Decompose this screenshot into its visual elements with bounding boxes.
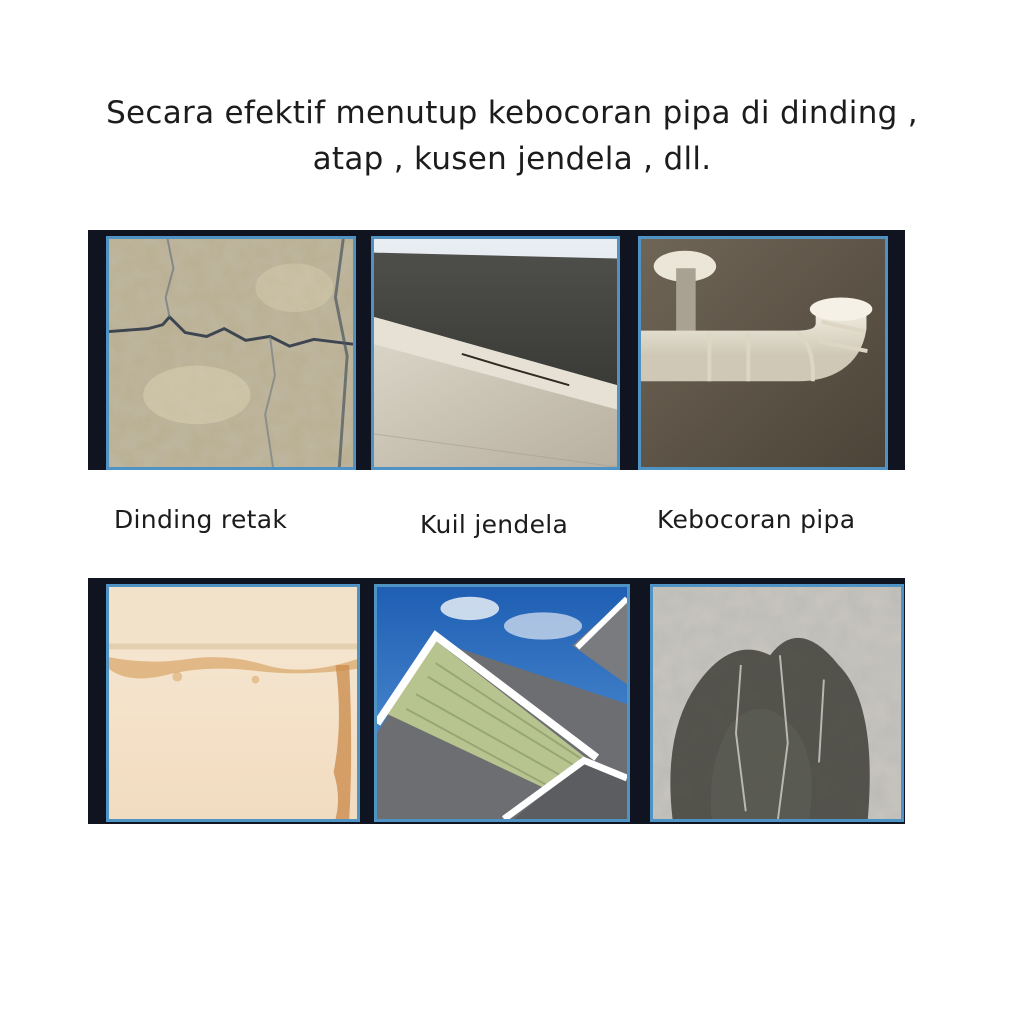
caption-kuil-jendela: Kuil jendela — [420, 510, 569, 539]
headline — [40, 90, 984, 182]
water-damaged-wall-photo — [650, 584, 904, 822]
window-sill-photo — [371, 236, 620, 470]
cracked-wall-photo — [106, 236, 356, 470]
caption-dinding-retak: Dinding retak — [114, 505, 288, 534]
headline-line-1: Secara efektif menutup kebocoran pipa di dinding , — [106, 95, 918, 131]
caption-kebocoran-pipa: Kebocoran pipa — [657, 505, 856, 534]
headline-line-2: atap , kusen jendela , dll. — [312, 141, 712, 177]
stained-ceiling-photo — [106, 584, 360, 822]
roof-photo — [374, 584, 630, 822]
leaking-pipe-photo — [638, 236, 888, 470]
